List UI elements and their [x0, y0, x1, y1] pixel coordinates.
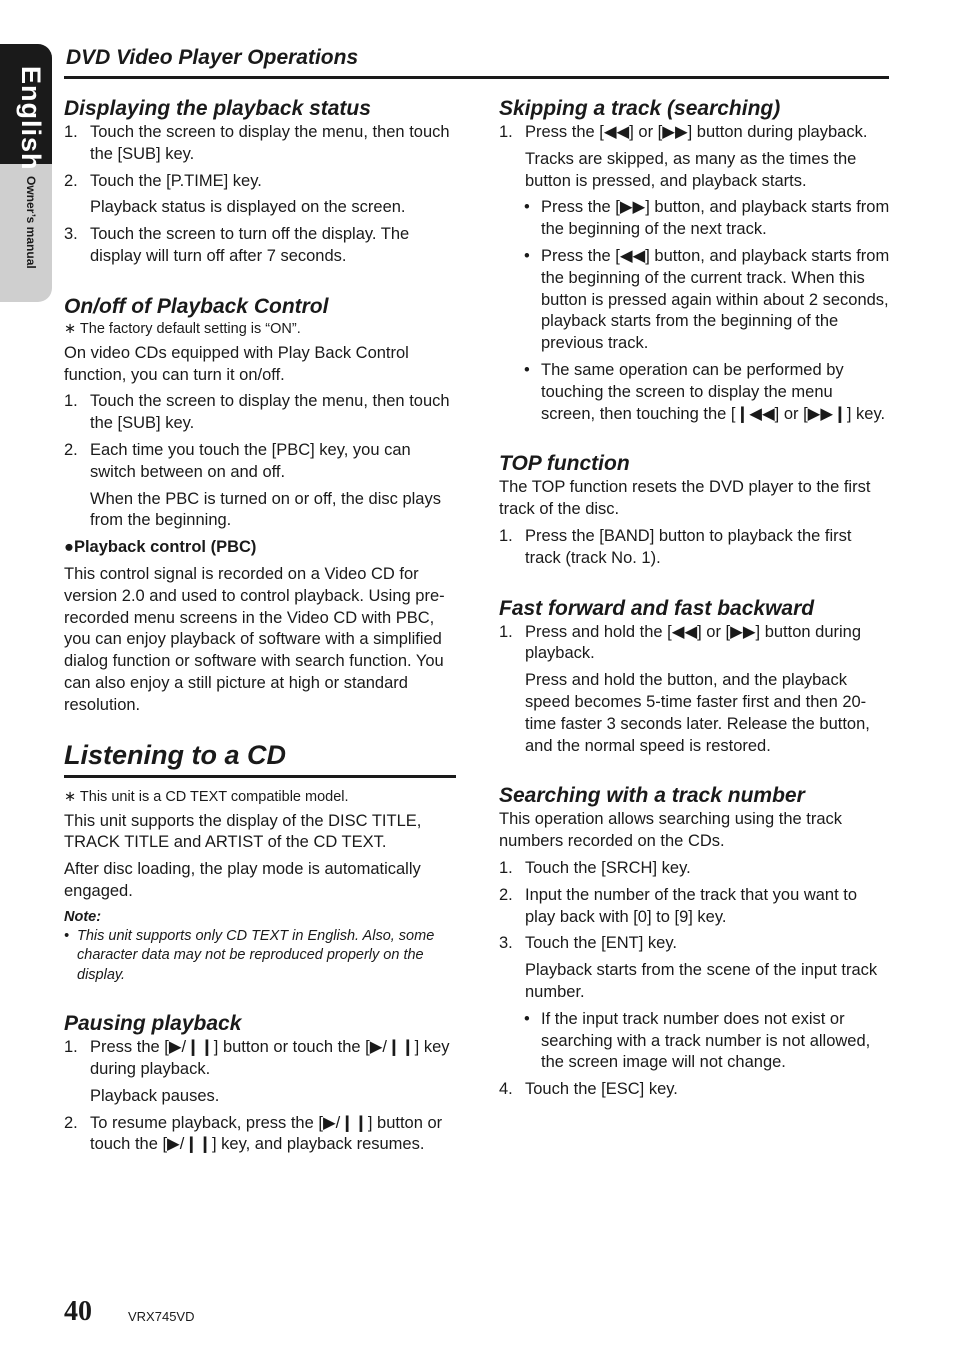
- bullet-mark: •: [524, 1009, 530, 1028]
- cd-text-note: ∗ This unit is a CD TEXT compatible model.: [64, 788, 349, 805]
- step-text: Press and hold the [◀◀] or [▶▶] button during playback.: [525, 622, 862, 663]
- step-number: 2.: [64, 171, 78, 190]
- bullet-mark: •: [524, 360, 530, 379]
- ff-heading: Fast forward and fast backward: [499, 596, 815, 620]
- pbc-subheading: ●Playback control (PBC): [64, 538, 257, 557]
- default-note: ∗ The factory default setting is “ON”.: [64, 320, 301, 337]
- list-item: [64, 122, 456, 166]
- bullet-text: The same operation can be performed by touching the screen to display the menu screen, then touching the [❙◀◀] or [▶▶❙] key.: [541, 360, 886, 423]
- language-label: English: [16, 66, 46, 171]
- step-number: 3.: [499, 934, 513, 953]
- step-detail: Tracks are skipped, as many as the times the button is pressed, and playback starts.: [525, 149, 857, 190]
- search-heading: Searching with a track number: [499, 784, 805, 808]
- bullet-item: [499, 360, 891, 425]
- step-detail: Playback starts from the scene of the input track number.: [525, 961, 878, 1001]
- cd-para-2: After disc loading, the play mode is automatically engaged.: [64, 860, 421, 900]
- pbc-description: This control signal is recorded on a Video CD for version 2.0 and used to control playback. Using pre-recorded menu screens in the Video CD with PBC, you can enjoy playback of software with a simplified dialog function or software with search function. You can also enjoy a still picture at high or standard resolution.: [64, 564, 445, 714]
- bullet-item: [499, 1009, 891, 1074]
- step-text: Touch the [P.TIME] key.: [90, 171, 262, 190]
- pausing-heading: Pausing playback: [64, 1012, 242, 1036]
- step-number: 1.: [499, 123, 513, 141]
- note-bullet: •: [64, 927, 70, 944]
- step-text: Touch the [SRCH] key.: [525, 858, 691, 877]
- section-header: DVD Video Player Operations: [66, 46, 359, 69]
- pbc-heading: On/off of Playback Control: [64, 294, 329, 318]
- step-detail: When the PBC is turned on or off, the disc plays from the beginning.: [90, 489, 441, 530]
- bullet-mark: •: [524, 198, 530, 217]
- step-text: Touch the [ENT] key.: [525, 934, 677, 953]
- page-number: 40: [64, 1296, 92, 1327]
- step-text: Each time you touch the [PBC] key, you can switch between on and off.: [90, 440, 411, 481]
- step-number: 3.: [64, 225, 78, 244]
- skipping-heading: Skipping a track (searching): [499, 97, 781, 120]
- model-number: VRX745VD: [128, 1309, 195, 1324]
- step-number: 2.: [64, 1113, 78, 1132]
- step-detail: Press and hold the button, and the playback speed becomes 5-time faster first and then 20-time faster 3 seconds later. Release the button, and the normal speed is restored.: [525, 671, 870, 755]
- top-heading: TOP function: [499, 452, 630, 476]
- note-text: [64, 927, 456, 986]
- header-rule: [64, 76, 889, 79]
- playback-status-heading: Displaying the playback status: [64, 97, 371, 120]
- list-item: [499, 885, 891, 929]
- list-item: [64, 1037, 456, 1081]
- pbc-intro: On video CDs equipped with Play Back Control function, you can turn it on/off.: [64, 343, 409, 384]
- step-number: 1.: [499, 526, 513, 545]
- cd-heading: Listening to a CD: [64, 739, 456, 778]
- bullet-text: Press the [◀◀] button, and playback starts from the beginning of the current track. When this button is pressed again within about 2 seconds, playback starts from the beginning of the previous track.: [541, 246, 890, 353]
- bullet-item: [499, 246, 891, 355]
- step-text: Touch the screen to display the menu, then touch the [SUB] key.: [90, 392, 450, 433]
- step-text: Press the [◀◀] or [▶▶] button during playback.: [525, 123, 868, 141]
- left-column: [64, 96, 456, 1161]
- cd-para-1: This unit supports the display of the DISC TITLE, TRACK TITLE and ARTIST of the CD TEXT.: [64, 811, 422, 852]
- step-text: To resume playback, press the [▶/❙❙] button or touch the [▶/❙❙] key, and playback resumes.: [90, 1113, 443, 1154]
- step-text: Press the [BAND] button to playback the first track (track No. 1).: [525, 526, 852, 567]
- list-item: [64, 440, 456, 484]
- list-item: [64, 1113, 456, 1157]
- step-number: 1.: [499, 858, 513, 877]
- step-number: 2.: [64, 440, 78, 459]
- step-number: 1.: [64, 123, 78, 141]
- top-intro: The TOP function resets the DVD player to the first track of the disc.: [499, 478, 871, 519]
- list-item: [499, 858, 891, 880]
- step-text: Input the number of the track that you want to play back with [0] to [9] key.: [525, 885, 858, 926]
- step-text: Touch the screen to turn off the display. The display will turn off after 7 seconds.: [90, 225, 410, 265]
- step-number: 1.: [499, 622, 513, 641]
- note-label: Note:: [64, 908, 102, 925]
- bullet-text: Press the [▶▶] button, and playback starts from the beginning of the next track.: [541, 198, 890, 239]
- manual-label: Owner’s manual: [24, 176, 38, 269]
- step-number: 4.: [499, 1080, 513, 1099]
- list-item: [499, 526, 891, 570]
- step-text: Touch the screen to display the menu, then touch the [SUB] key.: [90, 123, 450, 163]
- step-detail: Playback status is displayed on the screen.: [90, 198, 406, 217]
- search-intro: This operation allows searching using the track numbers recorded on the CDs.: [499, 810, 843, 851]
- step-number: 1.: [64, 392, 78, 411]
- list-item: [64, 224, 456, 268]
- list-item: [499, 1079, 891, 1101]
- step-detail: Playback pauses.: [90, 1086, 220, 1105]
- step-text: Touch the [ESC] key.: [525, 1080, 678, 1099]
- list-item: [499, 622, 891, 666]
- step-text: Press the [▶/❙❙] button or touch the [▶/❙❙] key during playback.: [90, 1038, 450, 1079]
- right-column: [499, 96, 891, 1106]
- step-number: 1.: [64, 1038, 78, 1057]
- bullet-mark: •: [524, 246, 530, 265]
- step-number: 2.: [499, 885, 513, 904]
- note-body: This unit supports only CD TEXT in English. Also, some character data may not be reproduced properly on the display.: [77, 927, 435, 983]
- bullet-text: If the input track number does not exist or searching with a track number is not allowed, the screen image will not change.: [541, 1009, 871, 1072]
- bullet-item: [499, 197, 891, 241]
- list-item: [64, 171, 456, 193]
- list-item: [499, 933, 891, 955]
- list-item: [64, 391, 456, 435]
- list-item: [499, 122, 891, 144]
